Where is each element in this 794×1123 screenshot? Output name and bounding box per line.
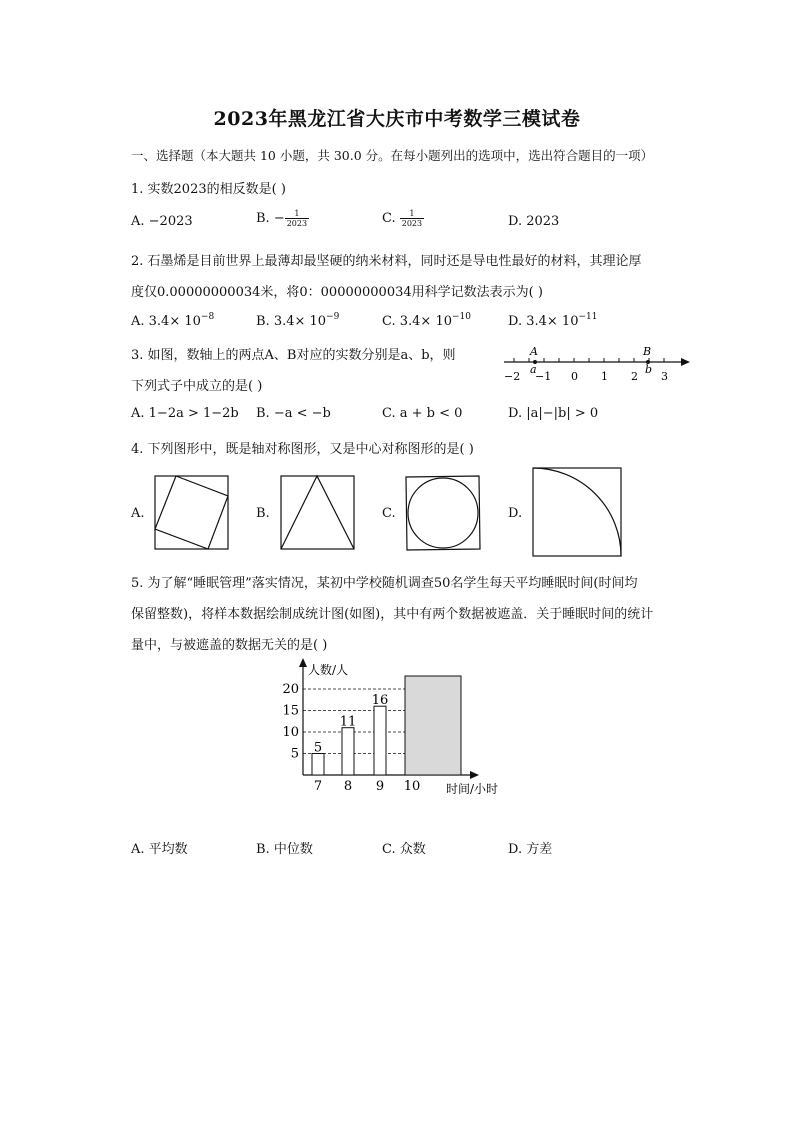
q2-option-b-base: B. 3.4× 10 bbox=[256, 314, 327, 329]
q3-option-b: B. −a < −b bbox=[256, 406, 331, 421]
q2-option-d bbox=[508, 312, 597, 329]
q4c-circle bbox=[408, 478, 478, 548]
chart-y-tick-label-5: 5 bbox=[290, 746, 299, 762]
q2-option-c bbox=[382, 312, 471, 329]
chart-x-ticks bbox=[314, 779, 420, 794]
chart-y-tick-label-10: 10 bbox=[282, 725, 299, 740]
q2-option-a-base: A. 3.4× 10 bbox=[131, 314, 201, 329]
q2-option-b bbox=[256, 312, 339, 329]
question-3-stem-line2: 下列式子中成立的是( ) bbox=[131, 379, 263, 394]
tick-label-0: 0 bbox=[571, 370, 578, 383]
q2-option-a-exponent: −8 bbox=[200, 312, 215, 322]
chart-bar-value-label-8: 11 bbox=[339, 714, 357, 730]
q2-option-c-base: C. 3.4× 10 bbox=[382, 314, 452, 329]
q4-figure-b bbox=[278, 474, 358, 552]
chart-bar-9 bbox=[374, 706, 386, 775]
question-3-stem-line1: 3. 如图，数轴上的两点A、B对应的实数分别是a、b，则 bbox=[131, 348, 456, 363]
tick-label-neg1: −1 bbox=[535, 370, 552, 383]
q4-figure-c bbox=[403, 474, 483, 552]
q1-option-c-prefix: C. bbox=[382, 211, 400, 226]
chart-y-ticks bbox=[282, 682, 299, 762]
q5-option-d: D. 方差 bbox=[508, 842, 553, 857]
q4-option-a-label: A. bbox=[131, 506, 145, 521]
question-2-stem-line2: 度仅0.00000000034米，将0：00000000034用科学记数法表示为( ) bbox=[131, 285, 543, 300]
q3-option-a: A. 1−2a > 1−2b bbox=[131, 406, 239, 421]
chart-x-tick-label-10: 10 bbox=[403, 779, 421, 794]
q4-option-d-label: D. bbox=[508, 506, 523, 521]
q1-option-b bbox=[256, 209, 309, 228]
q2-option-c-exponent: −10 bbox=[452, 312, 471, 322]
q1-option-c-fraction bbox=[400, 209, 424, 228]
q1-option-b-fraction bbox=[285, 209, 309, 228]
chart-bar-value-label-7: 5 bbox=[313, 740, 323, 756]
q1-option-a: A. −2023 bbox=[131, 214, 193, 229]
chart-x-tick-label-7: 7 bbox=[313, 779, 323, 794]
chart-bar-7 bbox=[312, 754, 324, 776]
question-5-stem-line1: 5. 为了解“睡眠管理”落实情况，某初中学校随机调查50名学生每天平均睡眠时间(时间均 bbox=[131, 576, 638, 591]
q4-option-b-label: B. bbox=[256, 506, 270, 521]
tick-label-3: 3 bbox=[661, 370, 668, 383]
q4d-square bbox=[533, 468, 621, 556]
q4b-square bbox=[281, 476, 354, 549]
q2-option-a bbox=[131, 312, 214, 329]
point-b-label: b bbox=[645, 363, 653, 376]
chart-x-tick-label-8: 8 bbox=[343, 779, 353, 794]
chart-y-tick-label-20: 20 bbox=[282, 682, 299, 697]
q4a-inner-rotated-square bbox=[155, 476, 228, 549]
tick-label-2: 2 bbox=[631, 370, 638, 383]
q2-option-d-exponent: −11 bbox=[578, 312, 598, 322]
q1-option-d: D. 2023 bbox=[508, 214, 560, 229]
chart-x-tick-label-9: 9 bbox=[375, 779, 385, 794]
sleep-time-bar-chart bbox=[278, 656, 518, 802]
chart-y-axis-arrow bbox=[299, 658, 307, 667]
question-1-stem: 1. 实数2023的相反数是( ) bbox=[131, 182, 286, 197]
section-header: 一、选择题（本大题共 10 小题，共 30.0 分。在每小题列出的选项中，选出符合题目的一项） bbox=[131, 148, 654, 163]
q4-figure-d bbox=[530, 466, 626, 558]
question-2-stem-line1: 2. 石墨烯是目前世界上最薄却最坚硬的纳米材料，同时还是导电性最好的材料，其理论厚 bbox=[131, 254, 642, 269]
point-A-label: A bbox=[530, 345, 538, 358]
tick-label-1: 1 bbox=[601, 370, 608, 383]
q4-option-c-label: C. bbox=[382, 506, 396, 521]
q4-figure-a bbox=[152, 474, 232, 552]
q4b-triangle bbox=[281, 476, 354, 549]
q4d-quarter-arc bbox=[533, 468, 621, 556]
chart-y-axis-title: 人数/人 bbox=[308, 663, 349, 677]
number-line-figure bbox=[498, 340, 698, 388]
q2-option-b-exponent: −9 bbox=[326, 312, 340, 322]
number-line-arrow bbox=[681, 358, 690, 366]
q5-option-c: C. 众数 bbox=[382, 842, 426, 857]
q1-option-b-prefix: B. − bbox=[256, 211, 285, 226]
q1-option-b-denominator: 2023 bbox=[286, 219, 308, 228]
chart-x-axis-arrow bbox=[470, 771, 479, 779]
tick-label-neg2: −2 bbox=[504, 370, 521, 383]
chart-covered-region bbox=[405, 676, 461, 775]
question-5-stem-line2: 保留整数)，将样本数据绘制成统计图(如图)，其中有两个数据被遮盖．关于睡眠时间的统计 bbox=[131, 607, 654, 622]
q1-option-c-numerator: 1 bbox=[400, 209, 424, 219]
q1-option-c-denominator: 2023 bbox=[401, 219, 423, 228]
point-a-label: a bbox=[530, 363, 537, 376]
chart-bar-value-label-9: 16 bbox=[371, 693, 389, 709]
q4c-square bbox=[406, 476, 480, 550]
q4a-outer-square bbox=[155, 476, 228, 549]
question-4-stem: 4. 下列图形中，既是轴对称图形，又是中心对称图形的是( ) bbox=[131, 442, 474, 457]
point-B-label: B bbox=[643, 345, 652, 358]
question-5-stem-line3: 量中，与被遮盖的数据无关的是( ) bbox=[131, 638, 328, 653]
chart-y-tick-label-15: 15 bbox=[282, 703, 299, 719]
q1-option-b-numerator: 1 bbox=[285, 209, 309, 219]
q1-option-c bbox=[382, 209, 424, 228]
q5-option-b: B. 中位数 bbox=[256, 842, 313, 857]
q3-option-c: C. a + b < 0 bbox=[382, 406, 463, 421]
q5-option-a: A. 平均数 bbox=[131, 842, 188, 857]
chart-x-axis-title: 时间/小时 bbox=[446, 782, 499, 796]
chart-bars bbox=[312, 693, 388, 775]
q3-option-d: D. |a|−|b| > 0 bbox=[508, 406, 599, 421]
chart-bar-8 bbox=[342, 728, 354, 775]
q2-option-d-base: D. 3.4× 10 bbox=[508, 314, 579, 329]
page-title: 2023年黑龙江省大庆市中考数学三模试卷 bbox=[213, 108, 581, 130]
